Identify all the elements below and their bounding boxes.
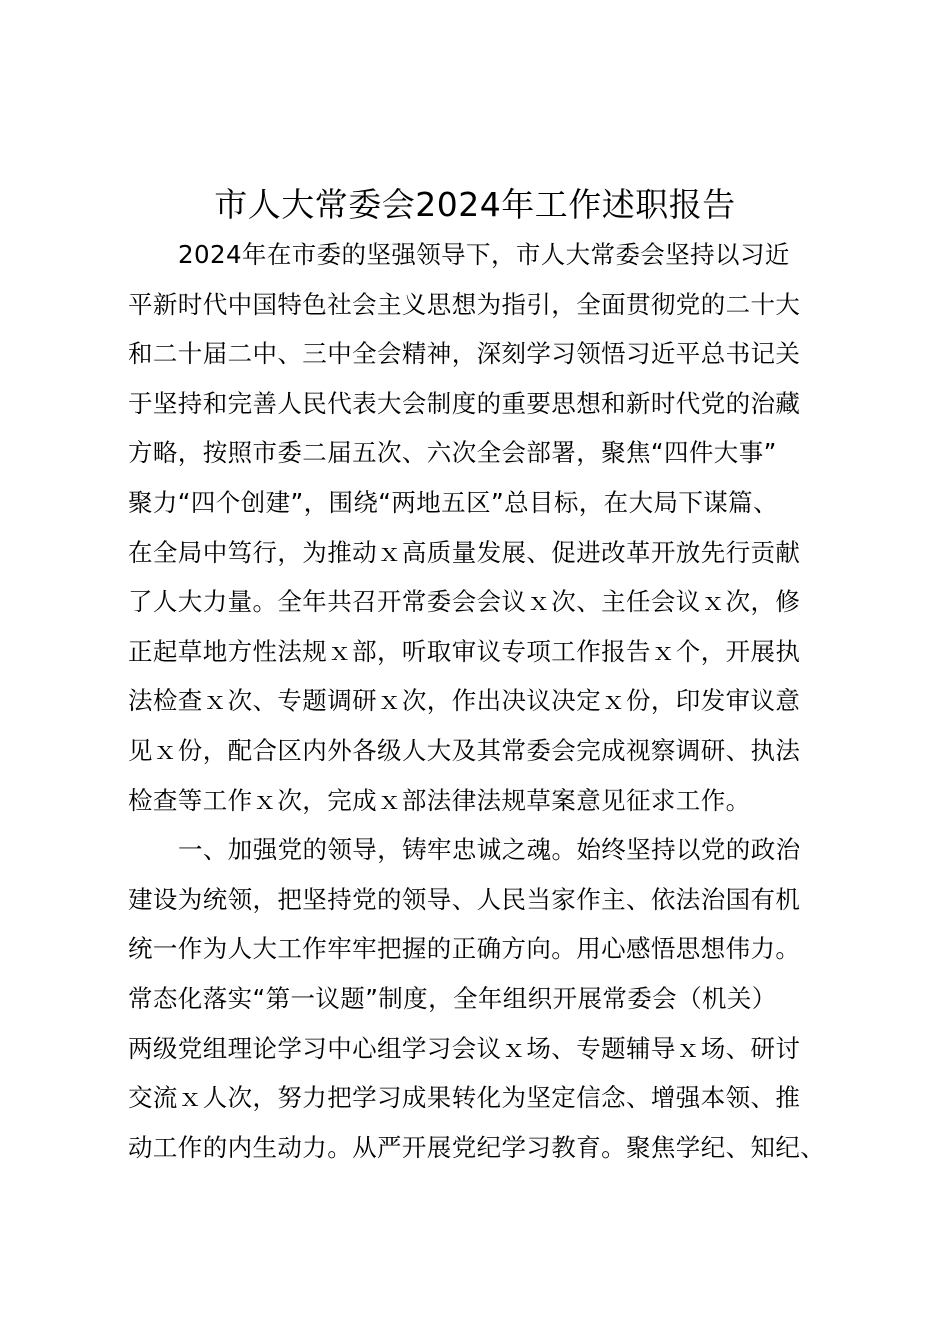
- paragraph-line: 常态化落实“第一议题”制度，全年组织开展常委会（机关）: [128, 983, 777, 1013]
- paragraph-line: 检查等工作ｘ次，完成ｘ部法律法规草案意见征求工作。: [128, 785, 751, 815]
- paragraph-line: 一、加强党的领导，铸牢忠诚之魂。始终坚持以党的政治: [178, 835, 801, 865]
- document-title: 市人大常委会2024年工作述职报告: [214, 185, 736, 224]
- paragraph-line: 于坚持和完善人民代表大会制度的重要思想和新时代党的治藏: [128, 388, 801, 418]
- paragraph-line: 交流ｘ人次，努力把学习成果转化为坚定信念、增强本领、推: [128, 1083, 801, 1113]
- paragraph-line: 在全局中笃行，为推动ｘ高质量发展、促进改革开放先行贡献: [128, 537, 801, 567]
- paragraph-line: 见ｘ份，配合区内外各级人大及其常委会完成视察调研、执法: [128, 735, 801, 765]
- paragraph-1: [128, 230, 858, 825]
- paragraph-line: 两级党组理论学习中心组学习会议ｘ场、专题辅导ｘ场、研讨: [128, 1033, 801, 1063]
- paragraph-line: 和二十届二中、三中全会精神，深刻学习领悟习近平总书记关: [128, 339, 801, 369]
- paragraph-line: 聚力“四个创建”，围绕“两地五区”总目标，在大局下谋篇、: [128, 487, 778, 517]
- paragraph-line: 了人大力量。全年共召开常委会会议ｘ次、主任会议ｘ次，修: [128, 587, 801, 617]
- paragraph-line: 法检查ｘ次、专题调研ｘ次，作出决议决定ｘ份，印发审议意: [128, 686, 801, 716]
- paragraph-line: 2024年在市委的坚强领导下，市人大常委会坚持以习近: [178, 240, 790, 269]
- paragraph-line: 动工作的内生动力。从严开展党纪学习教育。聚焦学纪、知纪、: [128, 1132, 826, 1162]
- paragraph-2: [128, 825, 858, 1172]
- paragraph-line: 平新时代中国特色社会主义思想为指引，全面贯彻党的二十大: [128, 289, 801, 319]
- paragraph-line: 正起草地方性法规ｘ部，听取审议专项工作报告ｘ个，开展执: [128, 636, 801, 666]
- document-body: [128, 230, 858, 1172]
- paragraph-line: 方略，按照市委二届五次、六次全会部署，聚焦“四件大事”: [128, 438, 777, 468]
- paragraph-line: 建设为统领，把坚持党的领导、人民当家作主、依法治国有机: [128, 884, 801, 914]
- paragraph-line: 统一作为人大工作牢牢把握的正确方向。用心感悟思想伟力。: [128, 934, 801, 964]
